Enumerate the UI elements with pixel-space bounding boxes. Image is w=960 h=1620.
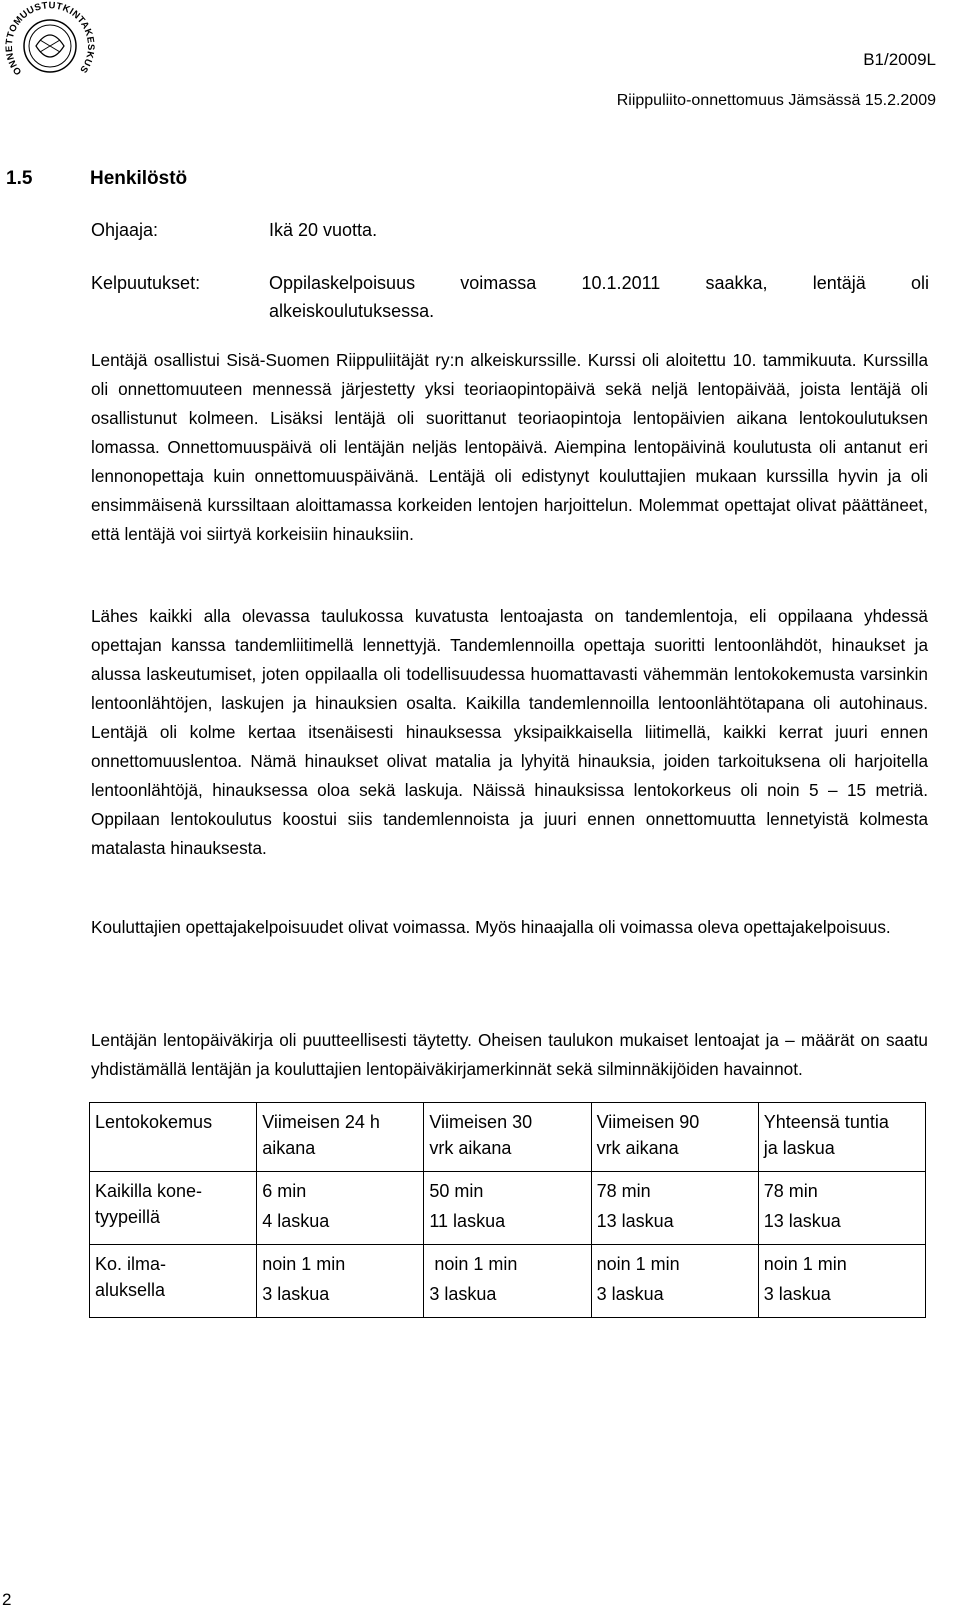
kelpuutukset-value-line1: Oppilaskelpoisuus voimassa 10.1.2011 saakka, lentäjä oli: [269, 273, 929, 293]
report-code: B1/2009L: [863, 50, 936, 69]
table-header-cell: Viimeisen 30 vrk aikana: [424, 1103, 591, 1172]
table-header-cell: Yhteensä tuntia ja laskua: [758, 1103, 925, 1172]
table-cell: 78 min 13 laskua: [591, 1172, 758, 1245]
kelpuutukset-value-line2: alkeiskoulutuksessa.: [269, 301, 435, 321]
section-heading: [6, 168, 187, 190]
paragraph-tandem: Lähes kaikki alla olevassa taulukossa kuvatusta lentoajasta on tandemlentoja, eli oppilaana yhdessä opettajan kanssa tandemliitimellä lennettyjä. Tandemlennoilla opettaja suoritti lentoonlähdöt, hinaukset ja alussa laskeutumiset, joten oppilaalla oli todellisuudessa huomattavasti vähemmän lentokokemusta varsinkin lentoonlähtöjen, laskujen ja hinauksien osalta. Kaikilla tandemlennoilla lentoonlähtötapana oli autohinaus. Lentäjä oli kolme kertaa itsenäisesti hinauksessa yksipaikkaisella liitimellä, kaikki kerrat juuri ennen onnettomuuslentoa. Nämä hinaukset olivat matalia ja lyhyitä hinauksia, joiden tarkoituksena oli harjoitella lentoonlähtöjä, hinauksessa oloa sekä laskuja. Näissä hinauksissa lentokorkeus oli noin 5 – 15 metriä. Oppilaan lentokoulutus koostui siis tandemlennoista ja juuri ennen onnettomuutta lennetyistä kolmesta matalasta hinauksesta.: [91, 606, 928, 858]
paragraph-course: Lentäjä osallistui Sisä-Suomen Riippuliitäjät ry:n alkeiskurssille. Kurssi oli aloitettu 10. tammikuuta. Kurssilla oli onnettomuuteen mennessä järjestetty yksi teoriaopintopäivä sekä neljä lentopäivää, joista lentäjä oli osallistunut kolmeen. Lisäksi lentäjä oli suorittanut teoriaopintoja lentopäivien aikana lentokoulutuksen lomassa. Onnettomuuspäivä oli lentäjän neljäs lentopäivä. Aiempina lentopäivinä koulutusta oli antanut eri lennonopettaja kuin onnettomuuspäivänä. Lentäjä oli edistynyt kouluttajien mukaan kurssilla hyvin ja oli ensimmäisenä kurssiltaan aloittamassa korkeiden lentojen harjoittelun. Molemmat opettajat olivat päättäneet, että lentäjä voi siirtyä korkeisiin hinauksiin.: [91, 350, 928, 544]
table-header-cell: Lentokokemus: [90, 1103, 257, 1172]
table-header-cell: Viimeisen 24 h aikana: [257, 1103, 424, 1172]
ohjaaja-value: Ikä 20 vuotta.: [269, 220, 378, 240]
table-header-cell: Viimeisen 90 vrk aikana: [591, 1103, 758, 1172]
table-row: [90, 1245, 926, 1318]
report-title: Riippuliito-onnettomuus Jämsässä 15.2.2009: [616, 92, 936, 109]
table-cell: Kaikilla kone- tyypeillä: [90, 1172, 257, 1245]
kelpuutukset-label: Kelpuutukset:: [91, 273, 201, 293]
page-number: 2: [2, 1590, 12, 1609]
table-cell: 78 min 13 laskua: [758, 1172, 925, 1245]
ohjaaja-label: Ohjaaja:: [91, 220, 159, 240]
table-row: [90, 1172, 926, 1245]
section-number: 1.5: [6, 168, 33, 189]
table-cell: noin 1 min 3 laskua: [591, 1245, 758, 1318]
table-cell: noin 1 min 3 laskua: [257, 1245, 424, 1318]
table-header-row: [90, 1103, 926, 1172]
logo-ring-text: ONNETTOMUUSTUTKINTAKESKUS: [3, 0, 97, 77]
table-cell: noin 1 min 3 laskua: [758, 1245, 925, 1318]
paragraph-logbook: Lentäjän lentopäiväkirja oli puutteellisesti täytetty. Oheisen taulukon mukaiset lentoajat ja – määrät on saatu yhdistämällä lentäjän ja kouluttajien lentopäiväkirjamerkinnät sekä silminnäkijöiden havainnot.: [91, 1030, 928, 1079]
table-cell: 50 min 11 laskua: [424, 1172, 591, 1245]
svg-text:ONNETTOMUUSTUTKINTAKESKUS: [4, 0, 96, 77]
paragraph-instructors: Kouluttajien opettajakelpoisuudet olivat voimassa. Myös hinaajalla oli voimassa oleva opettajakelpoisuus.: [91, 917, 891, 937]
otkes-logo-seal: [0, 0, 100, 92]
section-title: Henkilöstö: [90, 168, 188, 189]
table-cell: 6 min 4 laskua: [257, 1172, 424, 1245]
table-cell: noin 1 min 3 laskua: [424, 1245, 591, 1318]
flight-experience-table: [89, 1102, 926, 1318]
table-cell: Ko. ilma- aluksella: [90, 1245, 257, 1318]
